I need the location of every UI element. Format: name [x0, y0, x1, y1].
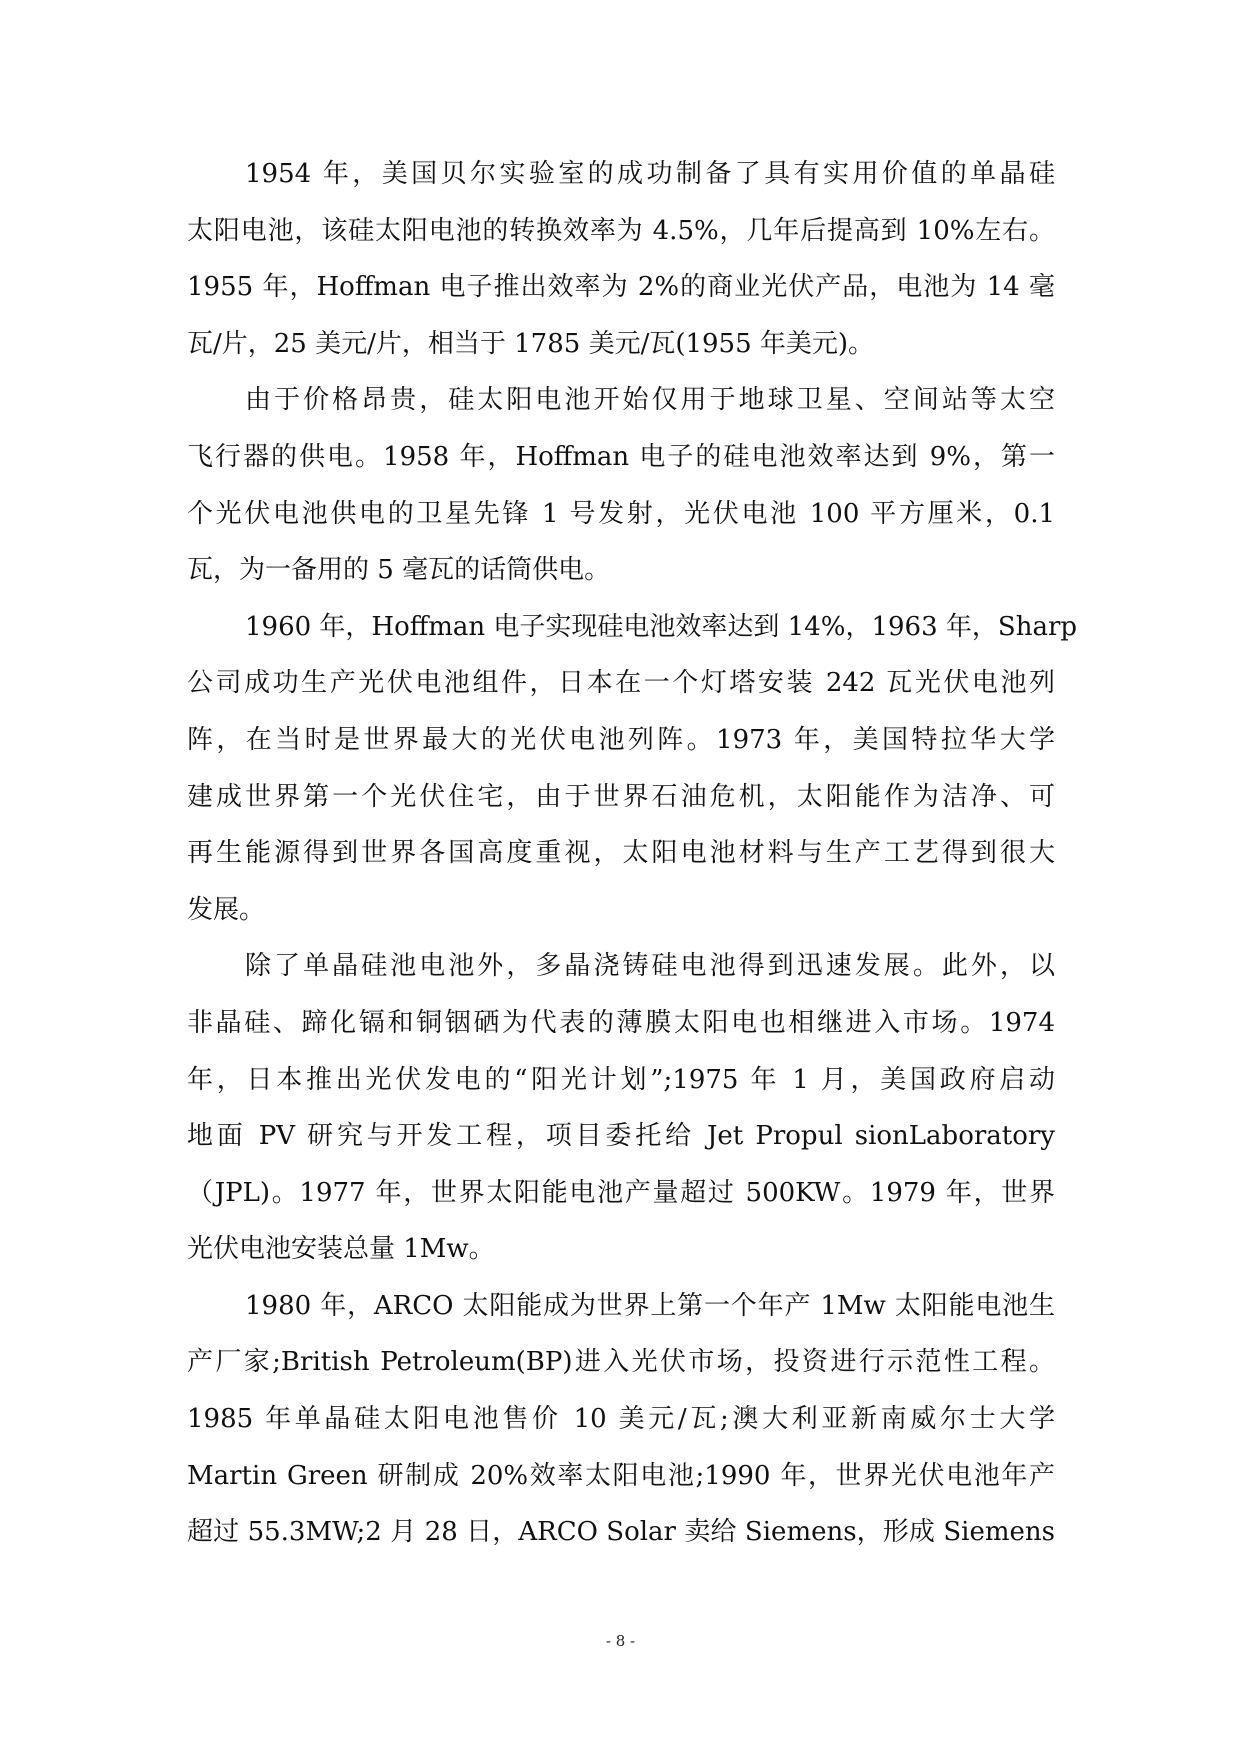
page-number: - 8 - — [605, 1632, 636, 1650]
text-line: 1955 年，Hoffman 电子推出效率为 2%的商业光伏产品，电池为 14 毫 — [187, 272, 1055, 303]
text-line: （JPL)。1977 年，世界太阳能电池产量超过 500KW。1979 年，世界 — [187, 1177, 1055, 1208]
text-line: 瓦/片，25 美元/片，相当于 1785 美元/瓦(1955 年美元)。 — [187, 328, 875, 359]
text-line: 除了单晶硅池电池外，多晶浇铸硅电池得到迅速发展。此外，以 — [245, 951, 1055, 982]
text-line: 发展。 — [187, 894, 266, 925]
text-line: 阵，在当时是世界最大的光伏电池列阵。1973 年，美国特拉华大学 — [187, 724, 1055, 755]
paragraph-satellite-power — [187, 372, 1055, 598]
paragraph-1960-1973 — [187, 599, 1078, 939]
text-line: 光伏电池安装总量 1Mw。 — [187, 1234, 495, 1265]
text-line: 建成世界第一个光伏住宅，由于世界石油危机，太阳能作为洁净、可 — [187, 781, 1055, 812]
text-line: 1980 年，ARCO 太阳能成为世界上第一个年产 1Mw 太阳能电池生 — [245, 1290, 1055, 1321]
text-line: 太阳电池，该硅太阳电池的转换效率为 4.5%，几年后提高到 10%左右。 — [187, 215, 1055, 246]
text-line: 产厂家;British Petroleum(BP)进入光伏市场，投资进行示范性工程。 — [187, 1347, 1055, 1378]
text-line: 由于价格昂贵，硅太阳电池开始仅用于地球卫星、空间站等太空 — [245, 385, 1055, 416]
text-line: 年，日本推出光伏发电的“阳光计划”;1975 年 1 月，美国政府启动 — [187, 1064, 1055, 1095]
body-text — [187, 146, 1078, 1561]
text-line: 1985 年单晶硅太阳电池售价 10 美元/瓦;澳大利亚新南威尔士大学 — [187, 1404, 1055, 1435]
text-line: 1954 年，美国贝尔实验室的成功制备了具有实用价值的单晶硅 — [245, 159, 1055, 189]
text-line: Martin Green 研制成 20%效率太阳电池;1990 年，世界光伏电池年产 — [187, 1460, 1055, 1491]
text-line: 非晶硅、蹄化镉和铜铟硒为代表的薄膜太阳电也相继进入市场。1974 — [187, 1007, 1055, 1038]
text-line: 超过 55.3MW;2 月 28 日，ARCO Solar 卖给 Siemens，形成 Siemens — [187, 1517, 1055, 1548]
text-line: 瓦，为一备用的 5 毫瓦的话筒供电。 — [187, 555, 611, 586]
text-line: 飞行器的供电。1958 年，Hoffman 电子的硅电池效率达到 9%，第一 — [187, 441, 1055, 472]
paragraph-1980-arco — [187, 1278, 1055, 1561]
text-line: 个光伏电池供电的卫星先锋 1 号发射，光伏电池 100 平方厘米，0.1 — [187, 498, 1055, 529]
text-line: 公司成功生产光伏电池组件，日本在一个灯塔安装 242 瓦光伏电池列 — [187, 668, 1055, 699]
text-line: 再生能源得到世界各国高度重视，太阳电池材料与生产工艺得到很大 — [187, 838, 1055, 869]
paragraph-thin-film — [187, 938, 1055, 1278]
text-line: 1960 年，Hoffman 电子实现硅电池效率达到 14%，1963 年，Sharp — [245, 611, 1078, 642]
paragraph-1954-bell-labs — [187, 146, 1055, 372]
text-line: 地面 PV 研究与开发工程，项目委托给 Jet Propul sionLaboratory — [187, 1121, 1055, 1152]
